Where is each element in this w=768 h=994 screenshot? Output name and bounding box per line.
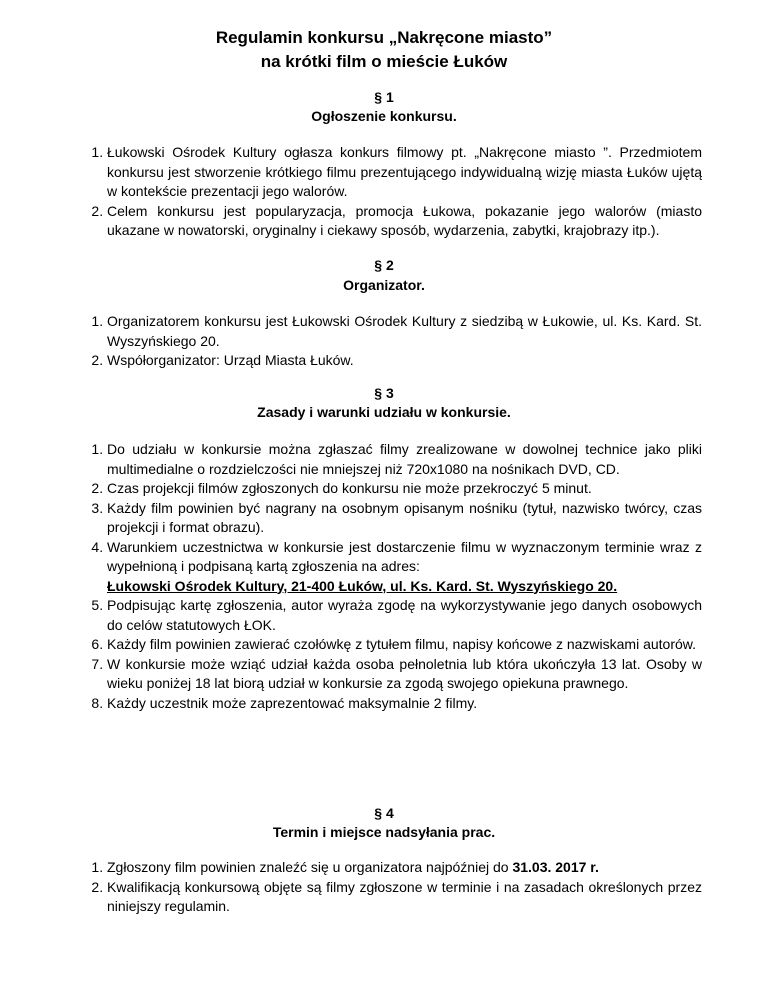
list-item: 8. Każdy uczestnik może zaprezentować maksymalnie 2 filmy. bbox=[107, 694, 702, 714]
list-item: 1. Organizatorem konkursu jest Łukowski Ośrodek Kultury z siedzibą w Łukowie, ul. Ks. Kard. St. Wyszyńskiego 20. bbox=[107, 312, 702, 351]
title-line-1: Regulamin konkursu „Nakręcone miasto” bbox=[215, 28, 553, 47]
section-4-list bbox=[80, 858, 702, 917]
section-1-list bbox=[80, 143, 702, 241]
list-item: 7. W konkursie może wziąć udział każda osoba pełnoletnia lub która ukończyła 13 lat. Osoby w wieku poniżej 18 lat biorą udział w konkursie za zgodą swojego opiekuna prawnego. bbox=[107, 655, 702, 694]
list-item bbox=[107, 538, 702, 597]
address-line: Łukowski Ośrodek Kultury, 21-400 Łuków, ul. Ks. Kard. St. Wyszyńskiego 20. bbox=[107, 577, 618, 594]
list-item: 3. Każdy film powinien być nagrany na osobnym opisanym nośniku (tytuł, nazwisko twórcy, czas projekcji i format obrazu). bbox=[107, 499, 702, 538]
list-item: 6. Każdy film powinien zawierać czołówkę z tytułem filmu, napisy końcowe z nazwiskami autorów. bbox=[107, 635, 702, 655]
list-item: 2. Kwalifikacją konkursową objęte są filmy zgłoszone w terminie i na zasadach określonych przez niniejszy regulamin. bbox=[107, 878, 702, 917]
list-item-text: Zgłoszony film powinien znaleźć się u organizatora najpóźniej do bbox=[107, 859, 513, 875]
section-4-number: § 4 bbox=[374, 805, 394, 821]
list-item: 2. Czas projekcji filmów zgłoszonych do konkursu nie może przekroczyć 5 minut. bbox=[107, 479, 702, 499]
list-item bbox=[107, 858, 702, 878]
list-item: 1. Łukowski Ośrodek Kultury ogłasza konkurs filmowy pt. „Nakręcone miasto ”. Przedmiotem konkursu jest stworzenie krótkiego filmu prezentującego indywidualną wizję miasta Łuków ujętą w kontekście prezentacji jego walorów. bbox=[107, 143, 702, 202]
section-4-heading: Termin i miejsce nadsyłania prac. bbox=[272, 824, 496, 840]
document-title bbox=[0, 26, 768, 74]
section-3-list bbox=[80, 440, 702, 713]
title-line-2: na krótki film o mieście Łuków bbox=[260, 52, 508, 71]
section-2-number: § 2 bbox=[374, 257, 394, 273]
list-item: 5. Podpisując kartę zgłoszenia, autor wyraża zgodę na wykorzystywanie jego danych osobowych do celów statutowych ŁOK. bbox=[107, 596, 702, 635]
list-item-text: Warunkiem uczestnictwa w konkursie jest dostarczenie filmu w wyznaczonym terminie wraz z wypełnioną i podpisaną kartą zgłoszenia na adres: bbox=[107, 538, 702, 574]
list-item: 1. Do udziału w konkursie można zgłaszać filmy zrealizowane w dowolnej technice jako pliki multimedialne o rozdzielczości nie mniejszej niż 720x1080 na nośnikach DVD, CD. bbox=[107, 440, 702, 479]
section-1-number: § 1 bbox=[374, 89, 394, 105]
section-3-heading: Zasady i warunki udziału w konkursie. bbox=[257, 404, 511, 420]
section-2-heading: Organizator. bbox=[343, 277, 425, 293]
list-item: 2. Współorganizator: Urząd Miasta Łuków. bbox=[107, 351, 702, 371]
section-2-list bbox=[80, 312, 702, 371]
deadline-date: 31.03. 2017 r. bbox=[512, 859, 599, 875]
section-1-heading: Ogłoszenie konkursu. bbox=[311, 108, 457, 124]
list-item: 2. Celem konkursu jest popularyzacja, promocja Łukowa, pokazanie jego walorów (miasto ukazane w nowatorski, oryginalny i ciekawy sposób, wydarzenia, zabytki, krajobrazy itp.). bbox=[107, 202, 702, 241]
section-3-number: § 3 bbox=[374, 385, 394, 401]
